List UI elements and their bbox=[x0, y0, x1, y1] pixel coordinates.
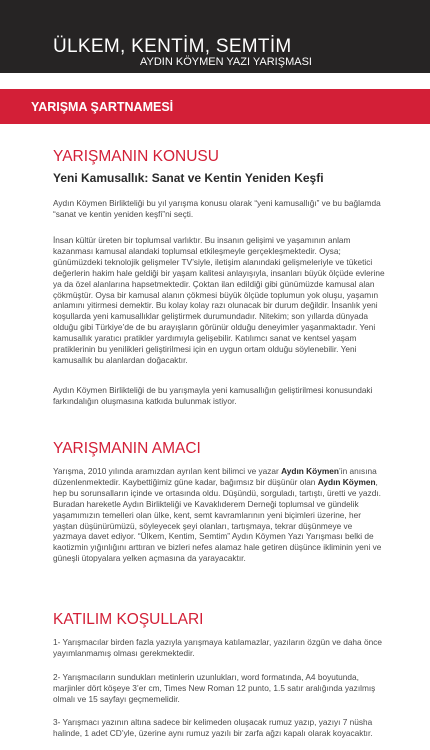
header-title: ÜLKEM, KENTİM, SEMTİM bbox=[53, 36, 292, 57]
page-header bbox=[0, 0, 430, 73]
kosul-item-2: 2- Yarışmacıların sundukları metinlerin uzunlukları, word formatında, A4 boyutunda, marjinler dört köşeye 3’er cm, Times New Roman 12 punto, 1.5 satır aralığında yazılmış olmalı ve 15 sayfayı geçmemelidir. bbox=[53, 672, 376, 704]
amaci-paragraph: Yarışma, 2010 yılında aramızdan ayrılan kent bilimci ve yazar Aydın Köymen’in anısına düzenlenmektedir. Kaybettiğimiz güne kadar, bağımsız bir düşünür olan Aydın Köymen, hep bu sorunsalların içinde ve ortasında oldu. Düşündü, sorguladı, tartıştı, üretti ve yazdı. Buradan hareketle Aydın Birlikteliği ve Kavaklıderem Derneği toplumsal ve gündelik yaşamımızın temelleri olan ülke, kent, semt kavramlarının yeni biçimleri üzerine, her yaştan düşünürümüzü, söyleyecek şeyi olanları, tartışmaya, tekrar düşünmeye ve yazmaya davet ediyor. “Ülkem, Kentim, Semtim” Aydın Köymen Yazı Yarışması belki de kaotizmin yığınlığını arttıran ve bizleri nefes alamaz hale getiren düşünce ikliminin yeni ve güneşli ütopyalara yelken açmasına da yarayacaktır. bbox=[53, 466, 382, 564]
konusu-paragraph-2: İnsan kültür üreten bir toplumsal varlıktır. Bu insanın gelişimi ve yaşamının anlam kazanması kamusal alandaki toplumsal etkileşmeyle gerçekleşmektedir. Oysa; günümüzdeki teknolojik gelişmeler TV’siyle, iletişim alanındaki gelişmeleriyle ve tüketici değerlerin hakim hale geldiği bir yaşam kalitesi anlayışıyla, insanları büyük ölçüde evlerine ya da özel alanlarına hapsetmektedir. Çoktan ilan edildiği gibi günümüzde kamusal alan çökmüştür. Oysa bir kamusal alanın çökmesi büyük ölçüde toplumun yok oluşu, yaşamın anlamını yitirmesi demektir. Bu kolay kolay razı olunacak bir durum değildir. İnsanlık yeni koşullarda yeni kamusallıklar geliştirmek durumundadır. Nitekim; son yıllarda dünyada olduğu gibi Türkiye’de de bu arayışların görünür olduğu deneyimler yaşanmaktadır. Yeni kamusallık yaratıcı pratikler yardımıyla gelişebilir. Katılımcı sanat ve kentsel yaşam pratiklerinin bu yenilikleri geliştirilmesi için en uygun ortam olduğu söylenebilir. Yeni kamusallık bu alanlardan doğacaktır. bbox=[53, 235, 385, 365]
banner-label: YARIŞMA ŞARTNAMESİ bbox=[31, 100, 174, 114]
konusu-paragraph-1: Aydın Köymen Birlikteliği bu yıl yarışma konusu olarak “yeni kamusallığı” ve bu bağlamda “sanat ve kentin yeniden keşfi”ni seçti. bbox=[53, 198, 381, 219]
header-subtitle: AYDIN KÖYMEN YAZI YARIŞMASI bbox=[140, 56, 312, 68]
konusu-subtitle: Yeni Kamusallık: Sanat ve Kentin Yeniden Keşfi bbox=[53, 171, 324, 185]
konusu-title: YARIŞMANIN KONUSU bbox=[53, 148, 219, 165]
author-name: Aydın Köymen bbox=[281, 466, 339, 476]
author-name: Aydın Köymen bbox=[317, 476, 376, 487]
konusu-paragraph-3: Aydın Köymen Birlikteliği de bu yarışmayla yeni kamusallığın geliştirilmesi konusundaki farkındalığın oluşmasına katkıda bulunmak istiyor. bbox=[53, 385, 373, 406]
section-banner bbox=[0, 89, 430, 124]
kosul-item-1: 1- Yarışmacılar birden fazla yazıyla yarışmaya katılamazlar, yazıların özgün ve daha önce yayımlanmamış olması gerekmektedir. bbox=[53, 637, 382, 658]
kosullar-title: KATILIM KOŞULLARI bbox=[53, 611, 204, 628]
kosul-item-3: 3- Yarışmacı yazının altına sadece bir kelimeden oluşacak rumuz yazıp, yazıyı 7 nüsha halinde, 1 adet CD’yle, üzerine aynı rumuz yazılı bir zarfa ağzı kapalı olarak koyacaktır. bbox=[53, 717, 373, 738]
amaci-title: YARIŞMANIN AMACI bbox=[53, 440, 201, 457]
